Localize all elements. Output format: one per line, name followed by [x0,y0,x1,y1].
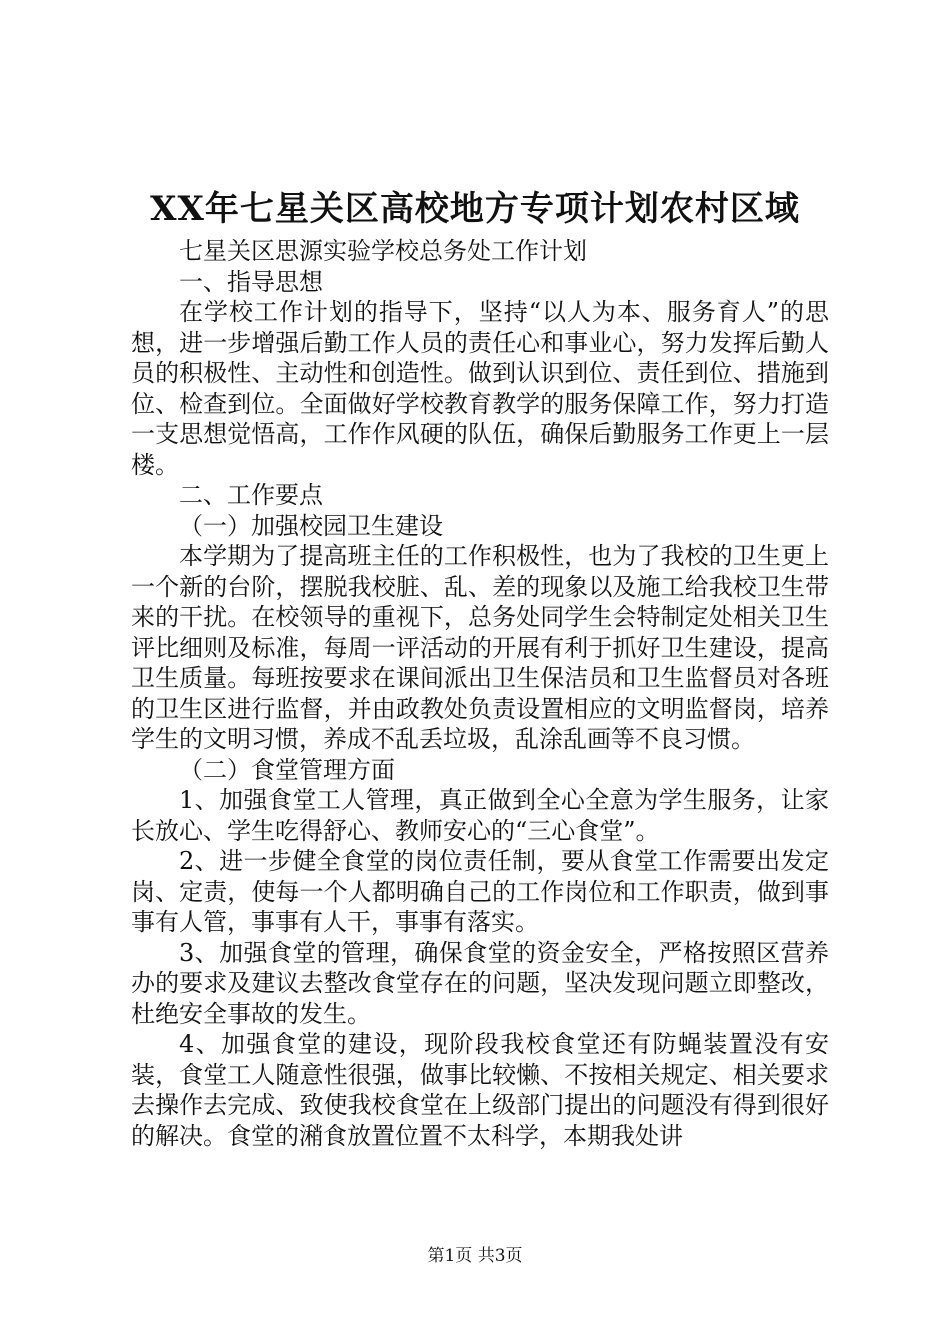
subsection-heading-canteen: （二）食堂管理方面 [179,755,395,784]
list-item-paragraph: 4、加强食堂的建设，现阶段我校食堂还有防蝇装置没有安装，食堂工人随意性很强，做事比较懒、不按相关规定、相关要求去操作去完成、致使我校食堂在上级部门提出的问题没有得到很好的解决。食堂的潲食放置位置不太科学，本期我处讲 [131,1030,829,1150]
list-item-paragraph: 1、加强食堂工人管理，真正做到全心全意为学生服务，让家长放心、学生吃得舒心、教师安心的“三心食堂”。 [131,786,829,845]
page-number-footer: 第1页 共3页 [427,1246,523,1266]
list-item-paragraph: 3、加强食堂的管理，确保食堂的资金安全，严格按照区营养办的要求及建议去整改食堂存在的问题，坚决发现问题立即整改，杜绝安全事故的发生。 [131,938,829,1028]
subsection-heading-hygiene: （一）加强校园卫生建设 [179,511,443,540]
document-body [131,236,829,1151]
section-heading-work-points: 二、工作要点 [179,481,323,509]
section-heading-guiding-thought: 一、指导思想 [179,267,323,296]
body-paragraph: 本学期为了提高班主任的工作积极性，也为了我校的卫生更上一个新的台阶，摆脱我校脏、乱、差的现象以及施工给我校卫生带来的干扰。在校领导的重视下，总务处同学生会特制定处相关卫生评比细则及标准，每周一评活动的开展有利于抓好卫生建设，提高卫生质量。每班按要求在课间派出卫生保洁员和卫生监督员对各班的卫生区进行监督，并由政教处负责设置相应的文明监督岗，培养学生的文明习惯，养成不乱丢垃圾，乱涂乱画等不良习惯。 [131,542,829,753]
subtitle-paragraph: 七星关区思源实验学校总务处工作计划 [179,237,587,265]
list-item-paragraph: 2、进一步健全食堂的岗位责任制，要从食堂工作需要出发定岗、定责，使每一个人都明确自己的工作岗位和工作职责，做到事事有人管，事事有人干，事事有落实。 [131,847,829,936]
body-paragraph: 在学校工作计划的指导下，坚持“以人为本、服务育人”的思想，进一步增强后勤工作人员的责任心和事业心，努力发挥后勤人员的积极性、主动性和创造性。做到认识到位、责任到位、措施到位、检查到位。全面做好学校教育教学的服务保障工作，努力打造一支思想觉悟高，工作作风硬的队伍，确保后勤服务工作更上一层楼。 [131,298,829,479]
document-title: XX年七星关区高校地方专项计划农村区域 [150,189,800,229]
